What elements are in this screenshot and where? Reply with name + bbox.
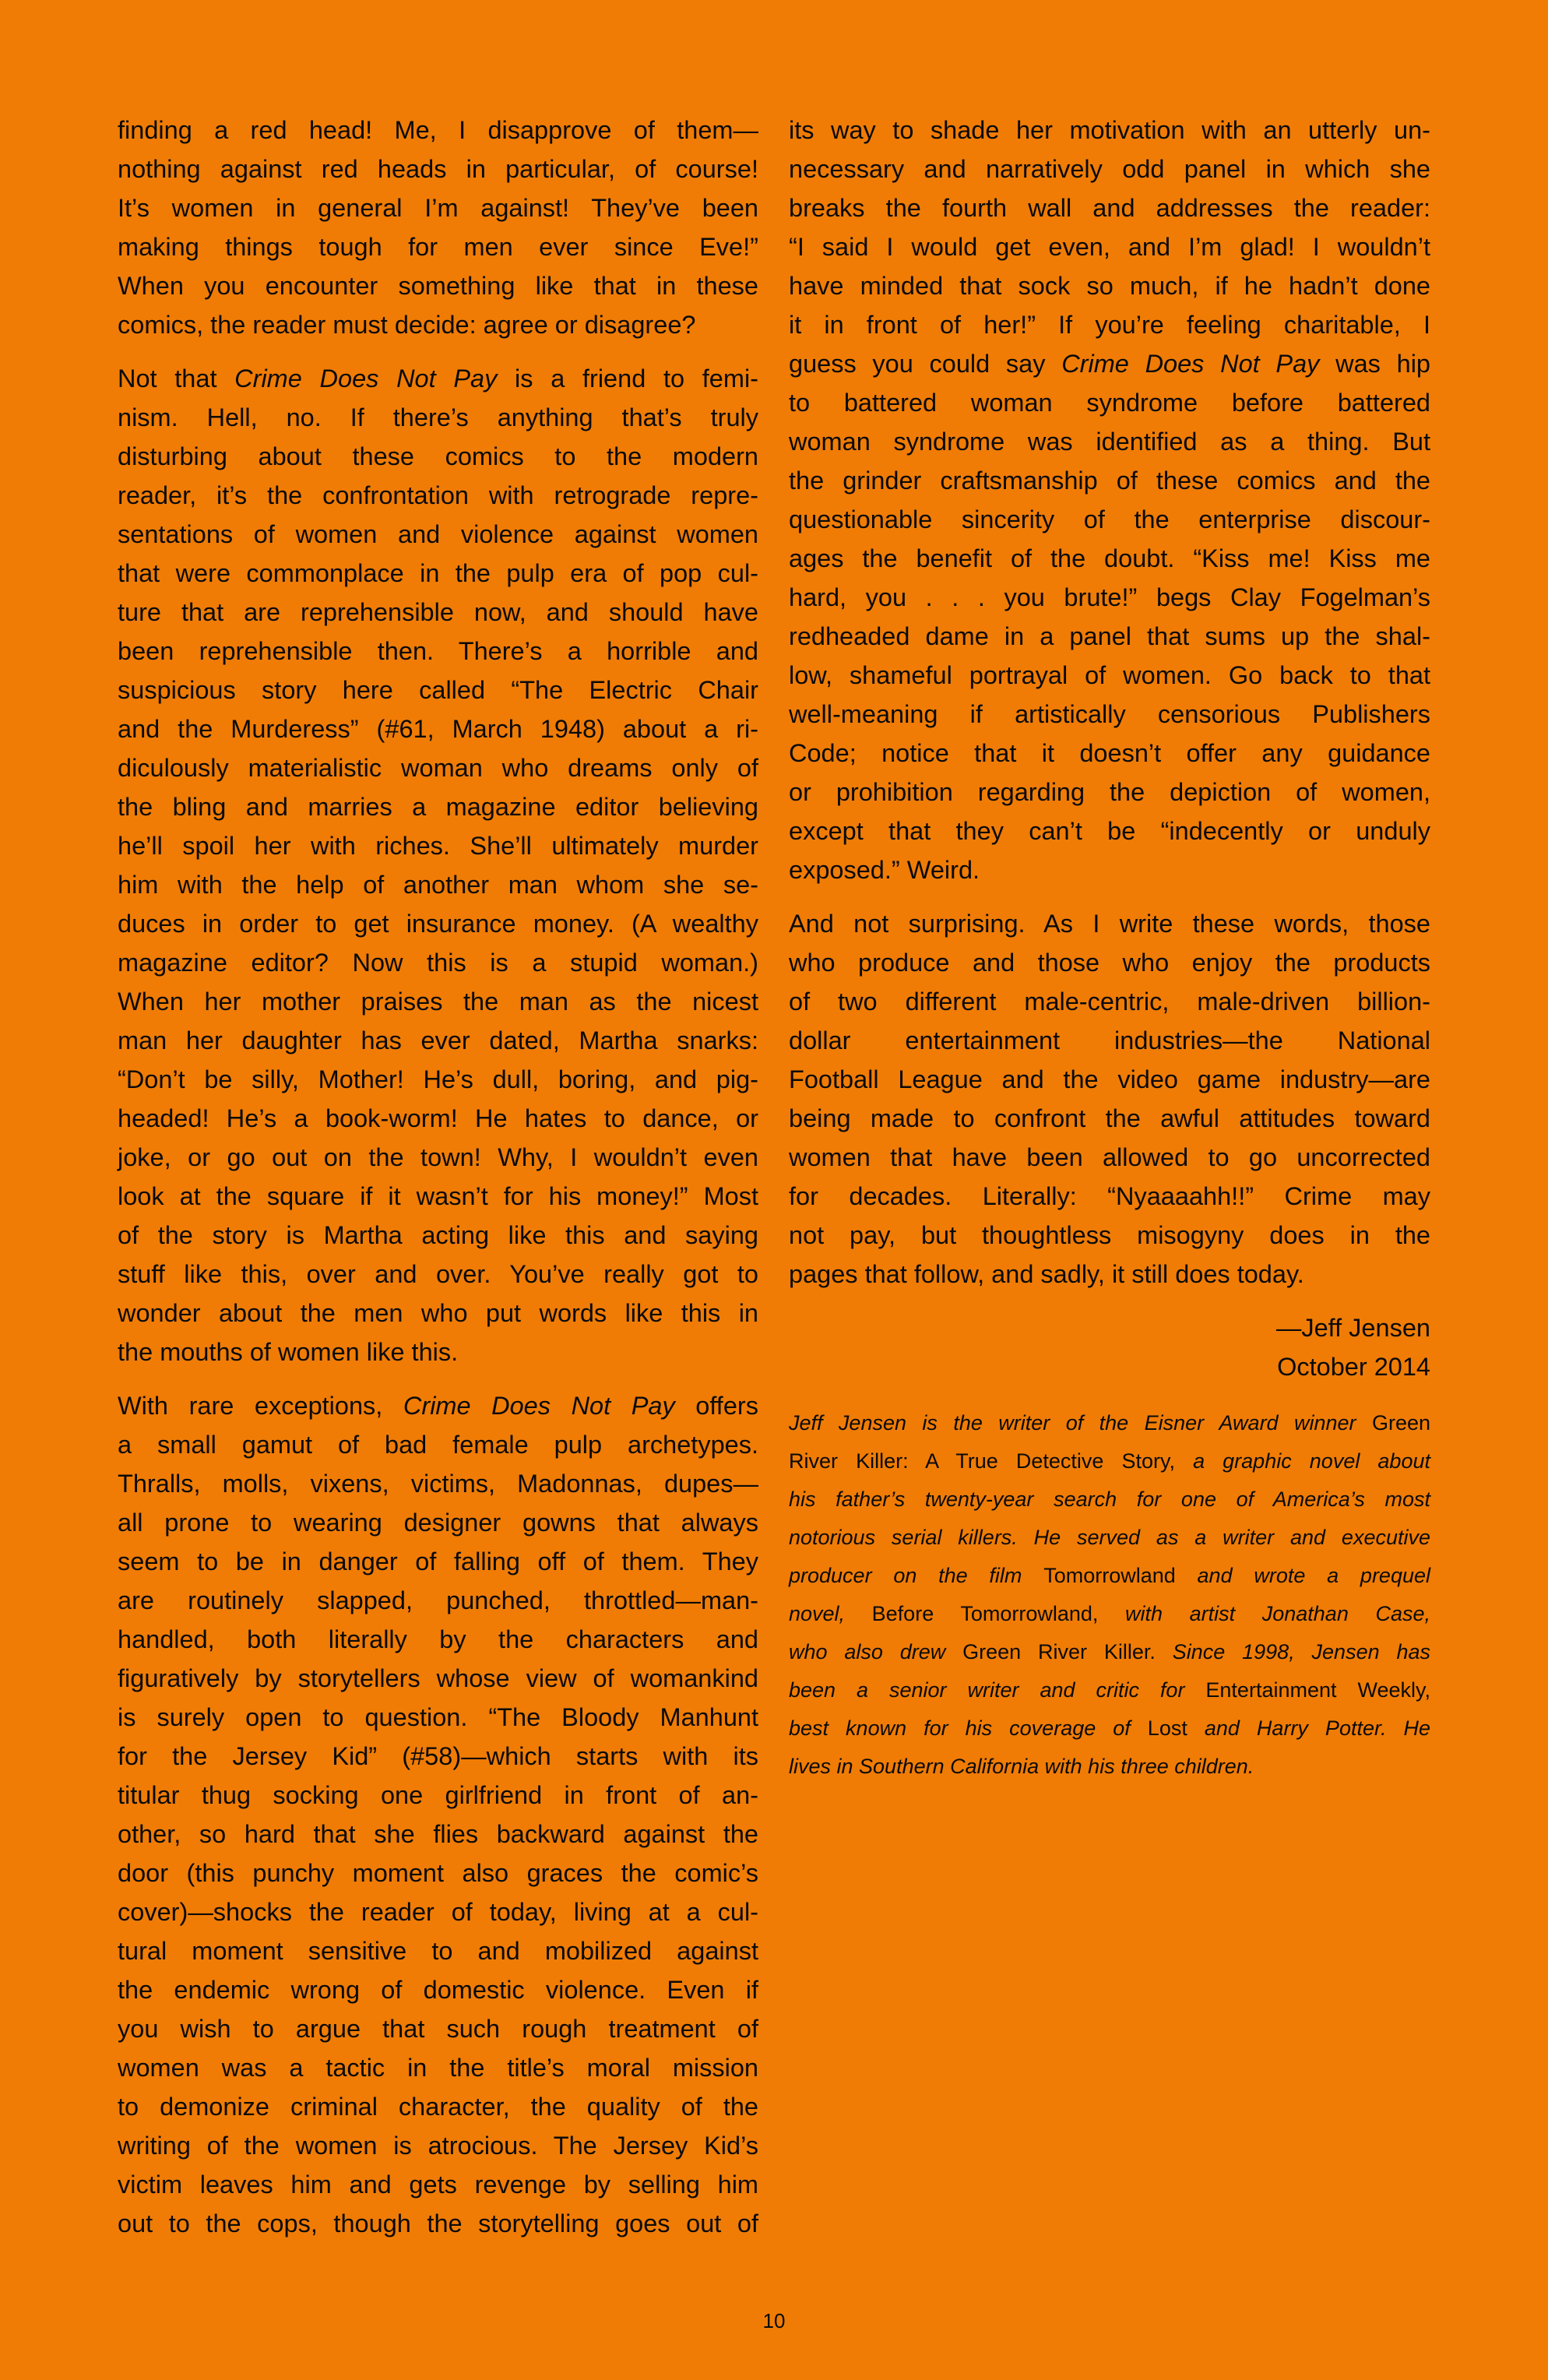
text-line [789, 1442, 1430, 1480]
text-line: all prone to wearing designer gowns that always [118, 1509, 758, 1537]
text-line: man her daughter has ever dated, Martha snarks: [118, 1026, 758, 1054]
text-line: writing of the women is atrocious. The Jersey Kid’s [118, 2132, 758, 2160]
text-segment: notorious serial killers. He served as a writer and executive [789, 1526, 1430, 1549]
text-line [789, 344, 1430, 383]
paragraph [789, 904, 1430, 1294]
text-line: you wish to argue that such rough treatment of [118, 2015, 758, 2043]
text-line: duces in order to get insurance money. (A wealthy [118, 910, 758, 938]
text-line: are routinely slapped, punched, throttled—man- [118, 1586, 758, 1614]
text-line: to demonize criminal character, the quality of the [118, 2093, 758, 2121]
text-line: women that have been allowed to go uncorrected [789, 1143, 1430, 1171]
text-segment: was hip [1319, 350, 1430, 378]
text-line: breaks the fourth wall and addresses the reader: [789, 194, 1430, 222]
text-line: Thralls, molls, vixens, victims, Madonnas, dupes— [118, 1470, 758, 1498]
text-segment: novel, [789, 1602, 872, 1625]
text-line: victim leaves him and gets revenge by selling him [118, 2171, 758, 2199]
text-line: except that they can’t be “indecently or unduly [789, 817, 1430, 845]
text-line: for the Jersey Kid” (#58)—which starts with its [118, 1742, 758, 1770]
text-segment: a graphic novel about [1175, 1449, 1430, 1473]
text-line [789, 1671, 1430, 1709]
text-line: women was a tactic in the title’s moral mission [118, 2054, 758, 2082]
text-segment: been a senior writer and critic for [789, 1678, 1206, 1702]
text-line [789, 1709, 1430, 1748]
text-segment: and Harry Potter. He [1187, 1716, 1431, 1740]
text-line: exposed.” Weird. [789, 856, 980, 884]
text-segment: offers [674, 1392, 758, 1420]
text-segment: lives in Southern California with his three children. [789, 1755, 1254, 1778]
text-line: hard, you . . . you brute!” begs Clay Fogelman’s [789, 583, 1430, 611]
text-line: who produce and those who enjoy the products [789, 949, 1430, 977]
text-line: finding a red head! Me, I disapprove of them— [118, 116, 758, 144]
text-line: cover)—shocks the reader of today, living at a cul- [118, 1898, 758, 1926]
text-segment: Not that [118, 364, 235, 393]
paragraph [118, 111, 758, 344]
text-line [789, 1519, 1430, 1557]
text-line: not pay, but thoughtless misogyny does in the [789, 1221, 1430, 1249]
title-text: Before Tomorrowland, [871, 1602, 1099, 1625]
text-line: ture that are reprehensible now, and should have [118, 598, 758, 626]
text-line: tural moment sensitive to and mobilized against [118, 1937, 758, 1965]
text-line: titular thug socking one girlfriend in front of an- [118, 1781, 758, 1809]
text-line: dollar entertainment industries—the National [789, 1026, 1430, 1054]
paragraph [118, 359, 758, 1371]
text-line: the mouths of women like this. [118, 1338, 459, 1366]
right-column [789, 111, 1430, 1786]
text-line: him with the help of another man whom she se- [118, 871, 758, 899]
text-segment: and wrote a prequel [1175, 1564, 1430, 1587]
text-segment: best known for his coverage of [789, 1716, 1148, 1740]
text-line: “I said I would get even, and I’m glad! I wouldn’t [789, 233, 1430, 261]
title-text: Crime Does Not Pay [403, 1392, 675, 1420]
text-line: disturbing about these comics to the modern [118, 442, 758, 470]
text-line [118, 1386, 758, 1425]
title-text: Lost [1147, 1716, 1187, 1740]
text-line: have minded that sock so much, if he hadn’t done [789, 272, 1430, 300]
text-line: When her mother praises the man as the nicest [118, 988, 758, 1016]
text-line: “Don’t be silly, Mother! He’s dull, boring, and pig- [118, 1065, 758, 1093]
text-line: its way to shade her motivation with an utterly un- [789, 116, 1430, 144]
text-segment: his father’s twenty-year search for one of America’s most [789, 1488, 1430, 1511]
text-line: wonder about the men who put words like this in [118, 1299, 758, 1327]
text-line: is surely open to question. “The Bloody Manhunt [118, 1703, 758, 1731]
text-line: well-meaning if artistically censorious Publishers [789, 700, 1430, 728]
text-line: making things tough for men ever since Eve!” [118, 233, 758, 261]
text-line: magazine editor? Now this is a stupid woman.) [118, 949, 758, 977]
text-line: door (this punchy moment also graces the comic’s [118, 1859, 758, 1887]
paragraph [118, 1386, 758, 2243]
text-line: the bling and marries a magazine editor believing [118, 793, 758, 821]
text-line [789, 1480, 1430, 1519]
text-line: been reprehensible then. There’s a horrible and [118, 637, 758, 665]
text-line: When you encounter something like that in these [118, 272, 758, 300]
text-line: a small gamut of bad female pulp archetypes. [118, 1431, 758, 1459]
text-line: of the story is Martha acting like this and saying [118, 1221, 758, 1249]
author-bio [789, 1404, 1430, 1786]
signature [789, 1308, 1430, 1386]
right-paragraphs [789, 111, 1430, 1294]
text-line: necessary and narratively odd panel in which she [789, 155, 1430, 183]
text-line: to battered woman syndrome before battered [789, 389, 1430, 417]
text-line: stuff like this, over and over. You’ve really got to [118, 1260, 758, 1288]
text-line: questionable sincerity of the enterprise discour- [789, 505, 1430, 533]
text-segment: Jeff Jensen is the writer of the Eisner Award winner [789, 1411, 1372, 1435]
text-line: he’ll spoil her with riches. She’ll ultimately murder [118, 832, 758, 860]
text-line: joke, or go out on the town! Why, I wouldn’t even [118, 1143, 758, 1171]
signature-author: —Jeff Jensen [1275, 1314, 1430, 1342]
text-line: comics, the reader must decide: agree or disagree? [118, 311, 696, 339]
text-line: redheaded dame in a panel that sums up the shal- [789, 622, 1430, 650]
text-line [789, 1404, 1430, 1442]
text-segment: producer on the film [789, 1564, 1044, 1587]
text-line: Football League and the video game industry—are [789, 1065, 1430, 1093]
text-line: ages the benefit of the doubt. “Kiss me! Kiss me [789, 544, 1430, 572]
text-segment: With rare exceptions, [118, 1392, 403, 1420]
text-line: other, so hard that she flies backward against the [118, 1820, 758, 1848]
text-line: headed! He’s a book-worm! He hates to dance, or [118, 1104, 758, 1132]
text-line: that were commonplace in the pulp era of pop cul- [118, 559, 758, 587]
text-segment: guess you could say [789, 350, 1062, 378]
text-line: suspicious story here called “The Electric Chair [118, 676, 758, 704]
text-line: figuratively by storytellers whose view of womankind [118, 1664, 758, 1692]
paragraph [789, 111, 1430, 889]
text-line: for decades. Literally: “Nyaaaahh!!” Crime may [789, 1182, 1430, 1210]
text-segment: is a friend to femi- [497, 364, 758, 393]
title-text: Green [1371, 1411, 1430, 1435]
text-line [789, 1595, 1430, 1633]
text-line: And not surprising. As I write these words, those [789, 910, 1430, 938]
text-line: the grinder craftsmanship of these comics and the [789, 466, 1430, 495]
text-line: low, shameful portrayal of women. Go back to that [789, 661, 1430, 689]
text-line: woman syndrome was identified as a thing. But [789, 428, 1430, 456]
text-line: nothing against red heads in particular, of course! [118, 155, 758, 183]
text-segment: who also drew [789, 1640, 963, 1664]
text-line: look at the square if it wasn’t for his money!” Most [118, 1182, 758, 1210]
text-line [789, 1633, 1430, 1671]
signature-date: October 2014 [1277, 1353, 1430, 1381]
text-line: pages that follow, and sadly, it still does today. [789, 1260, 1304, 1288]
text-line: and the Murderess” (#61, March 1948) about a ri- [118, 715, 758, 743]
title-text: Green River Killer. [962, 1640, 1156, 1664]
title-text: Entertainment Weekly, [1205, 1678, 1430, 1702]
text-line: nism. Hell, no. If there’s anything that’s truly [118, 403, 758, 431]
text-line [789, 1557, 1430, 1595]
text-segment: with artist Jonathan Case, [1098, 1602, 1430, 1625]
text-line: handled, both literally by the characters and [118, 1625, 758, 1653]
text-line: of two different male-centric, male-driven billion- [789, 988, 1430, 1016]
text-line: being made to confront the awful attitudes toward [789, 1104, 1430, 1132]
text-line: It’s women in general I’m against! They’ve been [118, 194, 758, 222]
text-line: reader, it’s the confrontation with retrograde repre- [118, 481, 758, 509]
title-text: Tomorrowland [1043, 1564, 1176, 1587]
text-line: Code; notice that it doesn’t offer any guidance [789, 739, 1430, 767]
title-text: Crime Does Not Pay [1061, 350, 1320, 378]
text-line [789, 1748, 1430, 1786]
text-line: the endemic wrong of domestic violence. Even if [118, 1976, 758, 2004]
text-line: diculously materialistic woman who dreams only of [118, 754, 758, 782]
text-line: seem to be in danger of falling off of them. They [118, 1547, 758, 1576]
text-line [118, 359, 758, 398]
text-line: it in front of her!” If you’re feeling charitable, I [789, 311, 1430, 339]
text-line: out to the cops, though the storytelling goes out of [118, 2209, 758, 2237]
text-line: sentations of women and violence against women [118, 520, 758, 548]
text-line: or prohibition regarding the depiction of women, [789, 778, 1430, 806]
left-column [118, 111, 758, 2258]
title-text: River Killer: A True Detective Story, [789, 1449, 1175, 1473]
page-number: 10 [762, 2309, 786, 2332]
text-segment: Since 1998, Jensen has [1155, 1640, 1430, 1664]
title-text: Crime Does Not Pay [234, 364, 498, 393]
